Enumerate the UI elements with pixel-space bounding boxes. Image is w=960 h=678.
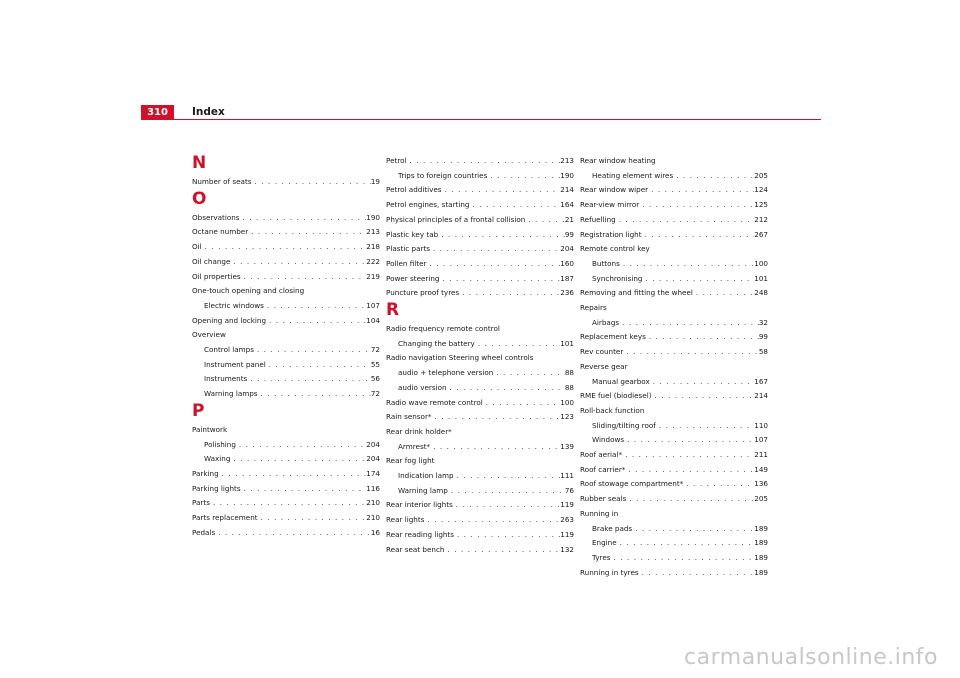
entry-label: Rear lights <box>386 515 425 525</box>
entry-page-number: 190 <box>366 212 380 222</box>
entry-label: Armrest* <box>398 441 431 451</box>
dot-leader <box>430 242 560 257</box>
entry-page-number: 101 <box>754 273 768 283</box>
index-subentry <box>386 337 574 352</box>
entry-label: Oil properties <box>192 271 241 281</box>
dot-leader <box>444 543 560 558</box>
entry-label: Synchronising <box>592 273 643 283</box>
entry-label: Windows <box>592 435 625 445</box>
entry-label: Instruments <box>204 374 248 384</box>
index-entry-heading: Reverse gear <box>580 361 628 371</box>
index-subentry <box>580 272 768 287</box>
entry-page-number: 189 <box>754 523 768 533</box>
entry-page-number: 160 <box>560 258 574 268</box>
entry-page-number: 56 <box>370 374 380 384</box>
dot-leader <box>469 198 560 213</box>
entry-page-number: 219 <box>366 271 380 281</box>
dot-leader <box>430 440 560 455</box>
dot-leader <box>264 299 366 314</box>
index-entry <box>386 528 574 543</box>
dot-leader <box>620 257 754 272</box>
dot-leader <box>454 469 561 484</box>
dot-leader <box>236 438 366 453</box>
dot-leader <box>683 477 754 492</box>
entry-page-number: 149 <box>754 464 768 474</box>
index-entry <box>580 213 768 228</box>
index-entry <box>580 228 768 243</box>
entry-label: Electric windows <box>204 300 264 310</box>
dot-leader <box>483 396 561 411</box>
entry-page-number: 99 <box>758 332 768 342</box>
index-entry <box>386 286 574 301</box>
entry-label: Oil change <box>192 256 231 266</box>
entry-page-number: 214 <box>754 391 768 401</box>
watermark-text: carmanualsonline.info <box>684 645 938 670</box>
index-letter-heading: P <box>192 400 205 421</box>
entry-label: Instrument panel <box>204 359 266 369</box>
dot-leader <box>632 522 754 537</box>
entry-page-number: 100 <box>754 258 768 268</box>
index-entry <box>192 496 380 511</box>
dot-leader <box>475 337 560 352</box>
entry-page-number: 55 <box>370 359 380 369</box>
index-entry <box>386 513 574 528</box>
entry-page-number: 125 <box>754 200 768 210</box>
entry-label: Observations <box>192 212 240 222</box>
index-column-3 <box>580 154 768 580</box>
entry-label: Parts replacement <box>192 513 258 523</box>
dot-leader <box>258 387 371 402</box>
header-divider <box>141 119 821 120</box>
dot-leader <box>230 452 366 467</box>
index-entry-heading: Radio navigation Steering wheel controls <box>386 353 534 363</box>
dot-leader <box>241 482 367 497</box>
entry-label: Radio wave remote control <box>386 397 483 407</box>
index-entry <box>192 175 380 190</box>
dot-leader <box>219 467 367 482</box>
entry-label: Pedals <box>192 527 216 537</box>
entry-label: Number of seats <box>192 177 252 186</box>
entry-label: Running in tyres <box>580 567 639 577</box>
dot-leader <box>650 375 755 390</box>
entry-page-number: 58 <box>758 347 768 357</box>
entry-page-number: 248 <box>754 288 768 298</box>
dot-leader <box>438 228 565 243</box>
entry-page-number: 205 <box>754 494 768 504</box>
entry-label: Opening and locking <box>192 315 267 325</box>
index-entry <box>192 526 380 541</box>
entry-page-number: 72 <box>370 345 380 355</box>
index-subentry <box>386 366 574 381</box>
entry-label: Airbags <box>592 317 620 327</box>
entry-page-number: 111 <box>560 471 574 481</box>
dot-leader <box>622 448 754 463</box>
entry-label: Brake pads <box>592 523 633 533</box>
dot-leader <box>424 513 560 528</box>
entry-page-number: 167 <box>754 376 768 386</box>
index-entry <box>580 183 768 198</box>
entry-label: Puncture proof tyres <box>386 288 460 298</box>
entry-page-number: 218 <box>366 242 380 252</box>
index-subentry <box>580 316 768 331</box>
entry-page-number: 211 <box>754 450 768 460</box>
entry-label: Roof stowage compartment* <box>580 479 684 489</box>
index-entry <box>386 154 574 169</box>
dot-leader <box>254 343 371 358</box>
entry-label: Physical principles of a frontal collision <box>386 214 526 224</box>
index-entry-heading: Rear window heating <box>580 156 656 165</box>
index-entry-heading: Overview <box>192 330 226 340</box>
entry-label: Registration light <box>580 229 642 239</box>
index-entry-heading: Remote control key <box>580 244 650 254</box>
entry-page-number: 212 <box>754 214 768 224</box>
dot-leader <box>448 484 565 499</box>
entry-page-number: 123 <box>560 412 574 422</box>
entry-page-number: 139 <box>560 441 574 451</box>
index-entry <box>192 225 380 240</box>
dot-leader <box>440 272 561 287</box>
entry-page-number: 210 <box>366 513 380 523</box>
index-entry <box>580 286 768 301</box>
index-letter-heading: R <box>386 300 400 321</box>
dot-leader <box>487 169 560 184</box>
dot-leader <box>639 566 755 581</box>
entry-label: Refuelling <box>580 214 616 224</box>
index-subentry <box>192 452 380 467</box>
dot-leader <box>673 169 754 184</box>
entry-page-number: 88 <box>564 368 574 378</box>
entry-page-number: 107 <box>366 300 380 310</box>
index-entry <box>386 242 574 257</box>
entry-label: audio + telephone version <box>398 368 494 378</box>
entry-label: RME fuel (biodiesel) <box>580 391 652 401</box>
entry-label: Trips to foreign countries <box>398 170 488 180</box>
entry-page-number: 187 <box>560 273 574 283</box>
entry-label: Oil <box>192 242 202 252</box>
entry-page-number: 99 <box>564 229 574 239</box>
page-title: Index <box>192 106 225 118</box>
index-entry <box>386 213 574 228</box>
entry-label: Rain sensor* <box>386 412 432 422</box>
entry-label: Rear interior lights <box>386 500 453 510</box>
entry-page-number: 210 <box>366 498 380 508</box>
index-entry <box>192 467 380 482</box>
index-subentry <box>386 469 574 484</box>
entry-page-number: 19 <box>370 177 380 186</box>
index-subentry <box>580 551 768 566</box>
entry-label: Rear seat bench <box>386 544 445 554</box>
entry-label: Rev counter <box>580 347 624 357</box>
dot-leader <box>459 286 560 301</box>
dot-leader <box>240 211 367 226</box>
index-entry <box>192 314 380 329</box>
entry-page-number: 88 <box>564 382 574 392</box>
dot-leader <box>626 492 754 507</box>
entry-label: Removing and fitting the wheel <box>580 288 693 298</box>
entry-label: Buttons <box>592 258 620 268</box>
entry-label: Plastic key tab <box>386 229 439 239</box>
index-subentry <box>192 438 380 453</box>
dot-leader <box>454 528 560 543</box>
index-letter-heading: N <box>192 153 207 173</box>
entry-page-number: 136 <box>754 479 768 489</box>
dot-leader <box>258 511 367 526</box>
entry-page-number: 213 <box>560 156 574 165</box>
entry-label: Power steering <box>386 273 440 283</box>
dot-leader <box>525 213 565 228</box>
index-subentry <box>386 440 574 455</box>
index-entry <box>580 448 768 463</box>
entry-page-number: 124 <box>754 185 768 195</box>
entry-page-number: 101 <box>560 338 574 348</box>
index-entry <box>580 566 768 581</box>
index-entry <box>386 498 574 513</box>
entry-label: Pollen filter <box>386 258 427 268</box>
index-entry <box>386 272 574 287</box>
entry-page-number: 213 <box>366 227 380 237</box>
entry-label: Engine <box>592 538 617 548</box>
index-entry <box>192 511 380 526</box>
index-entry <box>386 183 574 198</box>
dot-leader <box>442 183 561 198</box>
entry-page-number: 119 <box>560 500 574 510</box>
index-entry <box>386 257 574 272</box>
index-subentry <box>580 257 768 272</box>
entry-label: Roof aerial* <box>580 450 623 460</box>
dot-leader <box>648 183 754 198</box>
entry-page-number: 263 <box>560 515 574 525</box>
index-letter-heading: O <box>192 188 207 209</box>
entry-label: Petrol additives <box>386 185 442 195</box>
entry-page-number: 214 <box>560 185 574 195</box>
index-entry-heading: One-touch opening and closing <box>192 286 305 296</box>
entry-page-number: 174 <box>366 468 380 478</box>
index-subentry <box>192 299 380 314</box>
dot-leader <box>241 270 367 285</box>
entry-page-number: 222 <box>366 256 380 266</box>
dot-leader <box>266 314 366 329</box>
entry-page-number: 16 <box>370 527 380 537</box>
entry-label: Warning lamps <box>204 389 258 399</box>
dot-leader <box>642 272 754 287</box>
dot-leader <box>230 255 366 270</box>
dot-leader <box>652 389 755 404</box>
index-subentry <box>580 169 768 184</box>
dot-leader <box>616 213 755 228</box>
index-entry <box>386 410 574 425</box>
entry-page-number: 21 <box>564 214 574 224</box>
dot-leader <box>247 372 371 387</box>
entry-page-number: 72 <box>370 389 380 399</box>
entry-page-number: 236 <box>560 288 574 298</box>
index-entry <box>580 345 768 360</box>
index-entry <box>580 477 768 492</box>
dot-leader <box>611 551 755 566</box>
dot-leader <box>623 345 759 360</box>
dot-leader <box>202 240 367 255</box>
entry-label: Petrol engines, starting <box>386 200 470 210</box>
index-entry-heading: Roll-back function <box>580 405 645 415</box>
index-subentry <box>580 433 768 448</box>
dot-leader <box>619 316 759 331</box>
index-entry <box>386 396 574 411</box>
entry-label: Parking <box>192 468 219 478</box>
dot-leader <box>625 463 754 478</box>
entry-label: Rear-view mirror <box>580 200 640 210</box>
index-subentry <box>192 358 380 373</box>
index-entry-heading: Rear fog light <box>386 456 435 466</box>
entry-label: Parts <box>192 498 210 508</box>
entry-page-number: 32 <box>758 317 768 327</box>
entry-label: Sliding/tilting roof <box>592 420 656 430</box>
index-entry-heading: Rear drink holder* <box>386 426 452 436</box>
entry-label: Waxing <box>204 454 231 464</box>
index-entry-heading: Radio frequency remote control <box>386 324 500 334</box>
entry-label: Indication lamp <box>398 471 454 481</box>
index-subentry <box>386 169 574 184</box>
index-subentry <box>580 522 768 537</box>
entry-label: Warning lamp <box>398 485 448 495</box>
entry-page-number: 205 <box>754 170 768 180</box>
dot-leader <box>426 257 560 272</box>
entry-page-number: 110 <box>754 420 768 430</box>
index-entry-heading: Paintwork <box>192 424 228 434</box>
dot-leader <box>248 225 366 240</box>
index-entry-heading: Running in <box>580 508 619 518</box>
index-entry <box>192 255 380 270</box>
index-entry <box>192 211 380 226</box>
entry-page-number: 267 <box>754 229 768 239</box>
dot-leader <box>453 498 560 513</box>
index-entry <box>580 330 768 345</box>
index-subentry <box>386 381 574 396</box>
dot-leader <box>642 228 755 243</box>
index-entry <box>386 543 574 558</box>
entry-page-number: 132 <box>560 544 574 554</box>
entry-page-number: 189 <box>754 538 768 548</box>
entry-page-number: 104 <box>366 315 380 325</box>
entry-page-number: 204 <box>366 454 380 464</box>
index-entry <box>580 389 768 404</box>
entry-page-number: 164 <box>560 200 574 210</box>
entry-label: Plastic parts <box>386 244 431 254</box>
index-entry <box>192 240 380 255</box>
entry-label: Rubber seals <box>580 494 627 504</box>
entry-page-number: 204 <box>560 244 574 254</box>
dot-leader <box>693 286 754 301</box>
entry-label: Rear reading lights <box>386 529 454 539</box>
dot-leader <box>624 433 754 448</box>
index-entry-heading: Repairs <box>580 303 607 313</box>
entry-label: Manual gearbox <box>592 376 650 386</box>
entry-label: Octane number <box>192 227 249 237</box>
page-number: 310 <box>141 105 174 120</box>
index-subentry <box>192 343 380 358</box>
index-entry <box>192 270 380 285</box>
entry-label: Roof carrier* <box>580 464 626 474</box>
dot-leader <box>407 154 561 169</box>
index-entry <box>580 198 768 213</box>
entry-page-number: 189 <box>754 567 768 577</box>
entry-label: Rear window wiper <box>580 185 649 195</box>
index-subentry <box>580 375 768 390</box>
index-column-1 <box>192 154 380 540</box>
index-entry <box>386 198 574 213</box>
index-entry <box>580 492 768 507</box>
dot-leader <box>210 496 366 511</box>
entry-page-number: 100 <box>560 397 574 407</box>
dot-leader <box>617 536 755 551</box>
entry-page-number: 204 <box>366 439 380 449</box>
index-entry <box>386 228 574 243</box>
dot-leader <box>266 358 371 373</box>
entry-label: Control lamps <box>204 345 254 355</box>
dot-leader <box>656 419 754 434</box>
index-entry <box>580 463 768 478</box>
index-subentry <box>192 372 380 387</box>
dot-leader <box>646 330 759 345</box>
index-subentry <box>386 484 574 499</box>
index-subentry <box>580 536 768 551</box>
index-subentry <box>192 387 380 402</box>
entry-label: Replacement keys <box>580 332 646 342</box>
dot-leader <box>215 526 371 541</box>
dot-leader <box>639 198 754 213</box>
entry-label: audio version <box>398 382 447 392</box>
entry-page-number: 119 <box>560 529 574 539</box>
index-column-2 <box>386 154 574 557</box>
entry-page-number: 76 <box>564 485 574 495</box>
entry-label: Changing the battery <box>398 338 475 348</box>
dot-leader <box>252 175 371 190</box>
entry-label: Petrol <box>386 156 407 165</box>
entry-label: Heating element wires <box>592 170 674 180</box>
index-entry <box>192 482 380 497</box>
dot-leader <box>447 381 565 396</box>
dot-leader <box>432 410 561 425</box>
index-subentry <box>580 419 768 434</box>
entry-page-number: 189 <box>754 552 768 562</box>
entry-page-number: 107 <box>754 435 768 445</box>
entry-label: Tyres <box>592 552 611 562</box>
entry-label: Parking lights <box>192 483 241 493</box>
dot-leader <box>493 366 565 381</box>
entry-page-number: 190 <box>560 170 574 180</box>
entry-page-number: 116 <box>366 483 380 493</box>
entry-label: Polishing <box>204 439 236 449</box>
